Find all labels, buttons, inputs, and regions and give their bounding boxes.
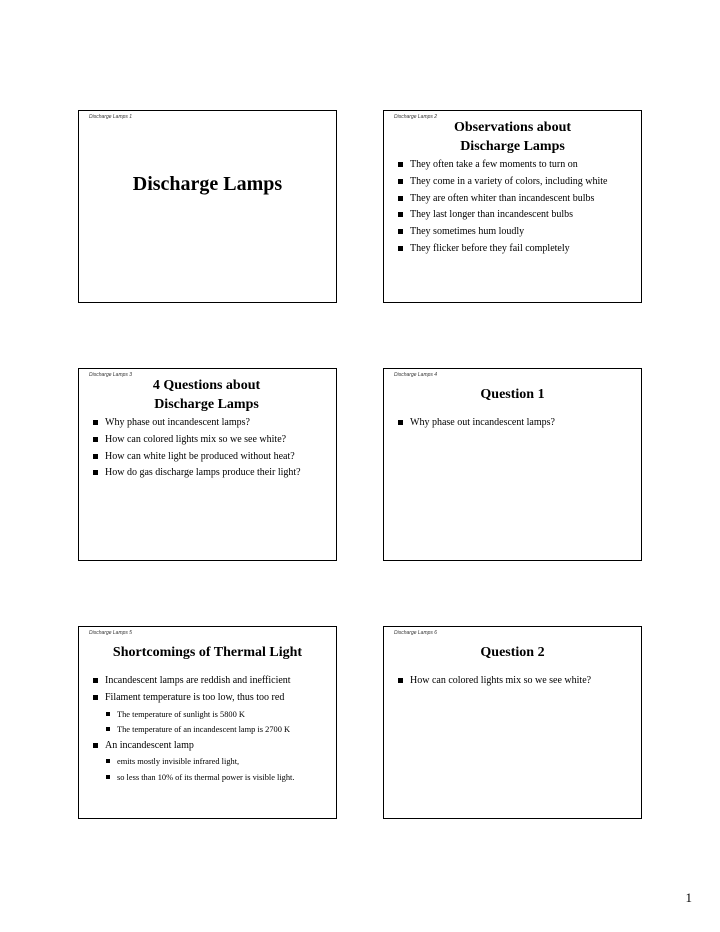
page-number: 1 <box>685 890 692 905</box>
list-item: They last longer than incandescent bulbs <box>398 207 637 224</box>
title-line: Discharge Lamps <box>154 397 259 412</box>
slide-5 <box>78 626 337 819</box>
slide-4 <box>383 368 642 561</box>
title-line: Observations about <box>453 120 572 135</box>
list-item: Incandescent lamps are reddish and inefficient <box>93 673 332 690</box>
list-item: How can colored lights mix so we see white? <box>93 432 332 449</box>
list-item: They flicker before they fail completely <box>398 241 637 258</box>
bullet-list <box>93 673 332 785</box>
bullet-list <box>398 673 637 690</box>
title-line: Discharge Lamps <box>460 139 565 154</box>
title-line: 4 Questions about <box>152 378 261 393</box>
slide-title: Question 2 <box>480 645 545 660</box>
list-item: They sometimes hum loudly <box>398 224 637 241</box>
bullet-list <box>93 415 332 482</box>
slide-6 <box>383 626 642 819</box>
list-item: They often take a few moments to turn on <box>398 157 637 174</box>
bullet-list <box>398 415 637 432</box>
slide-header: Discharge Lamps 6 <box>394 630 438 636</box>
slide-header: Discharge Lamps 3 <box>89 372 133 378</box>
slide-3 <box>78 368 337 561</box>
sub-list-item: emits mostly invisible infrared light, <box>93 754 332 770</box>
slide-header: Discharge Lamps 1 <box>89 114 133 120</box>
list-item: Why phase out incandescent lamps? <box>398 415 637 432</box>
sub-list-item: The temperature of an incandescent lamp is 2700 K <box>93 722 332 738</box>
slide-1 <box>78 110 337 303</box>
list-item: They are often whiter than incandescent bulbs <box>398 191 637 208</box>
list-item: Why phase out incandescent lamps? <box>93 415 332 432</box>
list-item: How can white light be produced without heat? <box>93 449 332 466</box>
slide-title: Shortcomings of Thermal Light <box>112 645 303 660</box>
slide-title <box>77 376 336 414</box>
slide-header: Discharge Lamps 2 <box>394 114 438 120</box>
slide-2 <box>383 110 642 303</box>
slide-title: Discharge Lamps <box>132 173 283 195</box>
slide-title: Question 1 <box>480 387 545 402</box>
list-item: How can colored lights mix so we see white? <box>398 673 637 690</box>
list-item: An incandescent lamp <box>93 738 332 755</box>
list-item: How do gas discharge lamps produce their light? <box>93 465 332 482</box>
sub-list-item: The temperature of sunlight is 5800 K <box>93 707 332 723</box>
list-item: They come in a variety of colors, including white <box>398 174 637 191</box>
slide-title <box>384 118 641 156</box>
list-item: Filament temperature is too low, thus too red <box>93 690 332 707</box>
bullet-list <box>398 157 637 258</box>
sub-list-item: so less than 10% of its thermal power is visible light. <box>93 770 332 786</box>
slide-header: Discharge Lamps 4 <box>394 372 438 378</box>
slide-header: Discharge Lamps 5 <box>89 630 133 636</box>
